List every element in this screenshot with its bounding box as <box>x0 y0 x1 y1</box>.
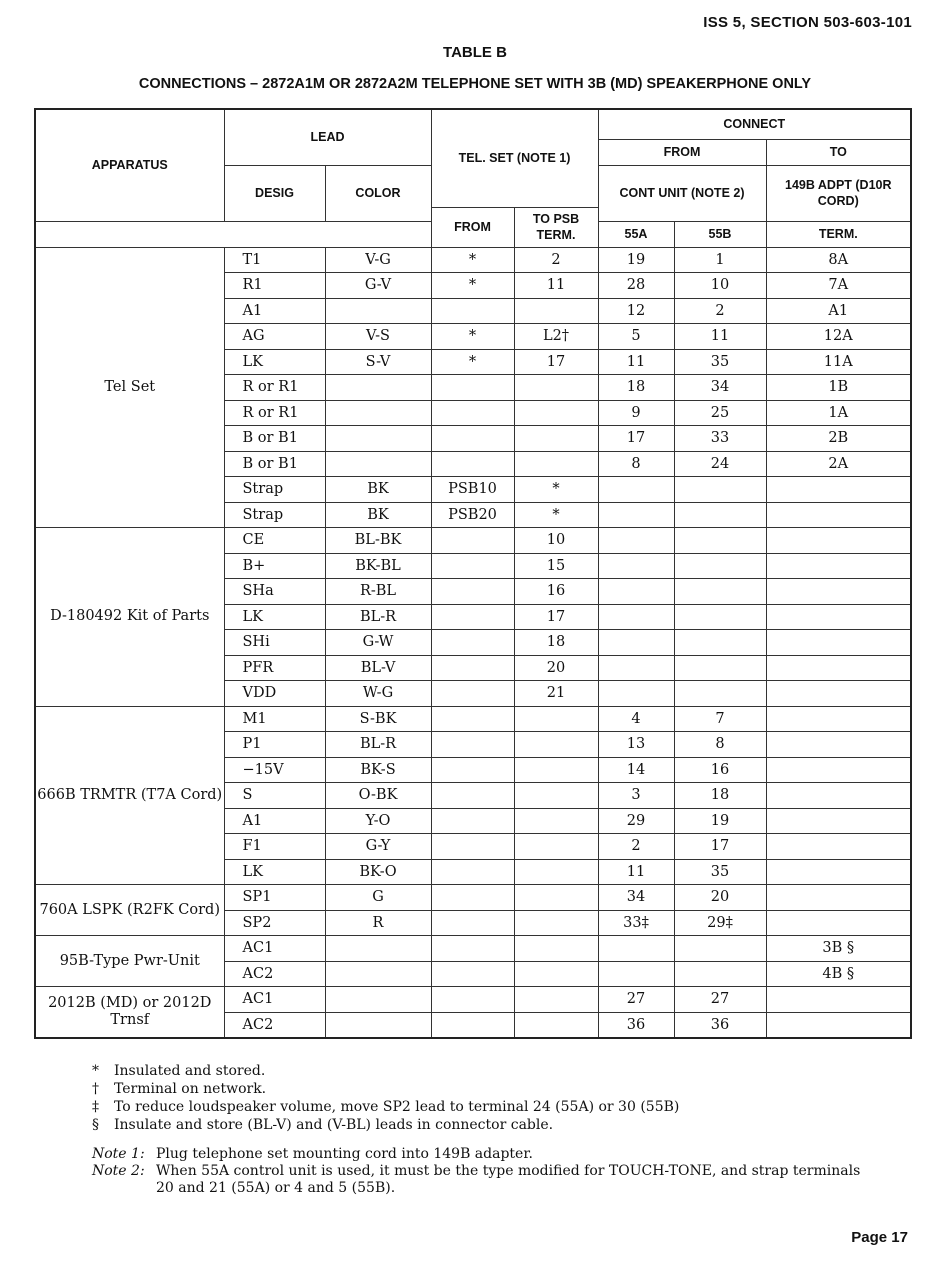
adpt-term-cell <box>766 1012 911 1038</box>
adpt-term-cell <box>766 477 911 503</box>
cont-unit-55a-cell <box>598 477 674 503</box>
connect-from-header: FROM <box>598 139 766 165</box>
desig-cell: −15V <box>224 757 325 783</box>
footnote-symbol: § <box>92 1117 99 1133</box>
header-spacer <box>35 221 431 247</box>
cont-unit-55b-cell: 17 <box>674 834 766 860</box>
from-cell <box>431 375 514 401</box>
page-number: Page 17 <box>851 1229 908 1246</box>
cont-unit-55a-cell: 28 <box>598 273 674 299</box>
cont-unit-55a-cell: 13 <box>598 732 674 758</box>
adpt-term-cell <box>766 859 911 885</box>
cont-unit-55a-cell: 3 <box>598 783 674 809</box>
lead-header: LEAD <box>224 109 431 165</box>
cont-unit-55b-cell: 11 <box>674 324 766 350</box>
connect-to-header: TO <box>766 139 911 165</box>
adpt-term-cell <box>766 732 911 758</box>
color-cell: G <box>325 885 431 911</box>
desig-cell: SP1 <box>224 885 325 911</box>
from-header: FROM <box>431 207 514 247</box>
from-cell <box>431 936 514 962</box>
from-cell <box>431 579 514 605</box>
from-cell: * <box>431 349 514 375</box>
adpt-term-cell <box>766 834 911 860</box>
tel-set-header: TEL. SET (NOTE 1) <box>431 109 598 207</box>
from-cell: PSB20 <box>431 502 514 528</box>
apparatus-cell: 95B-Type Pwr-Unit <box>35 936 224 987</box>
cont-unit-55b-cell: 2 <box>674 298 766 324</box>
from-cell <box>431 528 514 554</box>
footnote-text: To reduce loudspeaker volume, move SP2 lead to terminal 24 (55A) or 30 (55B) <box>114 1099 680 1115</box>
apparatus-cell: 666B TRMTR (T7A Cord) <box>35 706 224 885</box>
to-psb-cell: 17 <box>514 349 598 375</box>
adpt-term-cell <box>766 757 911 783</box>
cont-unit-55b-cell: 36 <box>674 1012 766 1038</box>
color-cell: BK <box>325 502 431 528</box>
cont-unit-55a-cell: 9 <box>598 400 674 426</box>
note-label: Note 1: <box>92 1146 145 1162</box>
table-header <box>35 109 911 247</box>
from-cell <box>431 757 514 783</box>
color-cell: R-BL <box>325 579 431 605</box>
apparatus-cell: 760A LSPK (R2FK Cord) <box>35 885 224 936</box>
table-row <box>35 936 911 962</box>
cont-unit-55b-cell <box>674 553 766 579</box>
adpt-term-cell: 7A <box>766 273 911 299</box>
adpt-term-cell <box>766 579 911 605</box>
footnote-text: Insulated and stored. <box>114 1063 266 1079</box>
color-cell: BL-R <box>325 604 431 630</box>
adpt-term-cell: 2A <box>766 451 911 477</box>
table-body <box>35 247 911 1038</box>
from-cell: * <box>431 273 514 299</box>
adpt-term-cell <box>766 630 911 656</box>
adpt-term-cell: A1 <box>766 298 911 324</box>
color-cell: BK-O <box>325 859 431 885</box>
color-cell <box>325 987 431 1013</box>
color-cell <box>325 451 431 477</box>
desig-cell: T1 <box>224 247 325 273</box>
to-psb-cell: 11 <box>514 273 598 299</box>
table-row <box>35 706 911 732</box>
cont-unit-55a-cell: 11 <box>598 859 674 885</box>
footnote-symbol: † <box>92 1081 99 1097</box>
to-psb-cell <box>514 834 598 860</box>
adpt-term-cell <box>766 808 911 834</box>
desig-cell: S <box>224 783 325 809</box>
to-psb-cell <box>514 859 598 885</box>
cont-unit-55b-cell: 19 <box>674 808 766 834</box>
from-cell <box>431 630 514 656</box>
color-cell: BK-S <box>325 757 431 783</box>
from-cell <box>431 961 514 987</box>
cont-unit-55b-cell: 35 <box>674 859 766 885</box>
cont-unit-55a-cell: 17 <box>598 426 674 452</box>
cont-unit-55a-cell: 36 <box>598 1012 674 1038</box>
desig-cell: Strap <box>224 477 325 503</box>
desig-cell: B or B1 <box>224 451 325 477</box>
cont-unit-55a-cell <box>598 961 674 987</box>
cont-unit-55b-cell: 18 <box>674 783 766 809</box>
adpt-term-cell: 1B <box>766 375 911 401</box>
cont-unit-55b-cell <box>674 477 766 503</box>
color-cell <box>325 298 431 324</box>
to-psb-cell <box>514 375 598 401</box>
cont-unit-55a-cell: 12 <box>598 298 674 324</box>
cont-unit-55a-cell: 19 <box>598 247 674 273</box>
adpt-term-cell: 3B § <box>766 936 911 962</box>
footnotes <box>92 1062 679 1134</box>
adpt-term-cell: 12A <box>766 324 911 350</box>
cont-unit-55b-cell: 8 <box>674 732 766 758</box>
table-row <box>35 885 911 911</box>
to-psb-cell <box>514 910 598 936</box>
cont-unit-55a-cell <box>598 528 674 554</box>
color-cell: BK <box>325 477 431 503</box>
cont-unit-55a-cell: 5 <box>598 324 674 350</box>
cont-unit-55a-cell: 2 <box>598 834 674 860</box>
55b-header: 55B <box>674 221 766 247</box>
cont-unit-55a-cell: 4 <box>598 706 674 732</box>
adpt-term-cell <box>766 885 911 911</box>
desig-cell: AG <box>224 324 325 350</box>
color-cell: W-G <box>325 681 431 707</box>
adpt-term-cell: 1A <box>766 400 911 426</box>
color-cell <box>325 426 431 452</box>
notes <box>92 1146 872 1197</box>
footnote <box>92 1080 679 1098</box>
cont-unit-55a-cell <box>598 655 674 681</box>
apparatus-cell: 2012B (MD) or 2012D Trnsf <box>35 987 224 1039</box>
desig-cell: LK <box>224 604 325 630</box>
to-psb-cell: 18 <box>514 630 598 656</box>
term-header: TERM. <box>766 221 911 247</box>
cont-unit-55a-cell: 33‡ <box>598 910 674 936</box>
to-psb-cell: 16 <box>514 579 598 605</box>
cont-unit-55a-cell <box>598 553 674 579</box>
from-cell <box>431 681 514 707</box>
table-caption: CONNECTIONS – 2872A1M OR 2872A2M TELEPHONE SET WITH 3B (MD) SPEAKERPHONE ONLY <box>138 76 812 92</box>
to-psb-cell <box>514 757 598 783</box>
cont-unit-55a-cell: 11 <box>598 349 674 375</box>
to-psb-cell: L2† <box>514 324 598 350</box>
connect-header: CONNECT <box>598 109 911 139</box>
from-cell <box>431 426 514 452</box>
color-header: COLOR <box>325 165 431 221</box>
note-text: Plug telephone set mounting cord into 149B adapter. <box>156 1146 533 1162</box>
desig-cell: B or B1 <box>224 426 325 452</box>
cont-unit-55a-cell <box>598 502 674 528</box>
footnote-text: Insulate and store (BL-V) and (V-BL) leads in connector cable. <box>114 1117 554 1133</box>
table-row <box>35 247 911 273</box>
to-psb-cell: 20 <box>514 655 598 681</box>
desig-cell: LK <box>224 859 325 885</box>
cont-unit-55b-cell <box>674 961 766 987</box>
to-psb-cell: 2 <box>514 247 598 273</box>
desig-cell: B+ <box>224 553 325 579</box>
desig-cell: R1 <box>224 273 325 299</box>
from-cell <box>431 834 514 860</box>
from-cell <box>431 706 514 732</box>
from-cell <box>431 655 514 681</box>
color-cell: BL-BK <box>325 528 431 554</box>
from-cell <box>431 808 514 834</box>
to-psb-cell <box>514 732 598 758</box>
to-psb-cell: 21 <box>514 681 598 707</box>
desig-cell: R or R1 <box>224 400 325 426</box>
color-cell: G-Y <box>325 834 431 860</box>
note-text: When 55A control unit is used, it must be the type modified for TOUCH-TONE, and strap terminals 20 and 21 (55A) or 4 and 5 (55B). <box>156 1163 861 1196</box>
cont-unit-55b-cell: 35 <box>674 349 766 375</box>
to-psb-cell: * <box>514 477 598 503</box>
footnote-symbol: ‡ <box>92 1099 99 1115</box>
to-psb-cell: 15 <box>514 553 598 579</box>
adpt-term-cell <box>766 910 911 936</box>
to-psb-cell <box>514 936 598 962</box>
from-cell <box>431 553 514 579</box>
adpt-term-cell <box>766 528 911 554</box>
color-cell: V-G <box>325 247 431 273</box>
adpt-term-cell: 4B § <box>766 961 911 987</box>
color-cell: O-BK <box>325 783 431 809</box>
color-cell <box>325 936 431 962</box>
desig-cell: R or R1 <box>224 375 325 401</box>
cont-unit-55b-cell <box>674 579 766 605</box>
color-cell: S-BK <box>325 706 431 732</box>
desig-cell: PFR <box>224 655 325 681</box>
to-psb-cell <box>514 400 598 426</box>
desig-cell: LK <box>224 349 325 375</box>
adpt-term-cell <box>766 502 911 528</box>
footnote <box>92 1062 679 1080</box>
cont-unit-55a-cell: 27 <box>598 987 674 1013</box>
from-cell <box>431 783 514 809</box>
footnote <box>92 1098 679 1116</box>
color-cell <box>325 1012 431 1038</box>
desig-cell: AC2 <box>224 961 325 987</box>
to-psb-cell <box>514 783 598 809</box>
cont-unit-55b-cell <box>674 681 766 707</box>
from-cell <box>431 298 514 324</box>
color-cell <box>325 375 431 401</box>
color-cell: BL-V <box>325 655 431 681</box>
adpt-term-cell <box>766 604 911 630</box>
cont-unit-header: CONT UNIT (NOTE 2) <box>598 165 766 221</box>
cont-unit-55a-cell: 14 <box>598 757 674 783</box>
adpt-term-cell <box>766 783 911 809</box>
from-cell: * <box>431 247 514 273</box>
adpt-term-cell <box>766 706 911 732</box>
from-cell <box>431 400 514 426</box>
adpt-term-cell: 11A <box>766 349 911 375</box>
to-psb-cell <box>514 298 598 324</box>
adpt-term-cell: 8A <box>766 247 911 273</box>
desig-cell: A1 <box>224 298 325 324</box>
color-cell: BK-BL <box>325 553 431 579</box>
cont-unit-55b-cell: 24 <box>674 451 766 477</box>
cont-unit-55a-cell <box>598 604 674 630</box>
color-cell: S-V <box>325 349 431 375</box>
cont-unit-55a-cell: 18 <box>598 375 674 401</box>
cont-unit-55b-cell: 29‡ <box>674 910 766 936</box>
to-psb-cell <box>514 1012 598 1038</box>
desig-cell: Strap <box>224 502 325 528</box>
connections-table <box>34 108 912 1039</box>
table-row <box>35 528 911 554</box>
color-cell <box>325 400 431 426</box>
cont-unit-55b-cell: 20 <box>674 885 766 911</box>
to-psb-cell <box>514 451 598 477</box>
55a-header: 55A <box>598 221 674 247</box>
from-cell <box>431 451 514 477</box>
cont-unit-55b-cell: 16 <box>674 757 766 783</box>
desig-cell: VDD <box>224 681 325 707</box>
desig-cell: SHi <box>224 630 325 656</box>
cont-unit-55a-cell <box>598 630 674 656</box>
from-cell: PSB10 <box>431 477 514 503</box>
apparatus-cell: D-180492 Kit of Parts <box>35 528 224 707</box>
cont-unit-55b-cell <box>674 604 766 630</box>
to-psb-cell <box>514 885 598 911</box>
desig-cell: AC1 <box>224 936 325 962</box>
cont-unit-55a-cell: 8 <box>598 451 674 477</box>
cont-unit-55b-cell: 34 <box>674 375 766 401</box>
from-cell <box>431 885 514 911</box>
cont-unit-55b-cell: 7 <box>674 706 766 732</box>
adpt-term-cell <box>766 681 911 707</box>
adpt-term-cell <box>766 553 911 579</box>
note <box>92 1163 872 1197</box>
cont-unit-55a-cell <box>598 579 674 605</box>
from-cell: * <box>431 324 514 350</box>
cont-unit-55a-cell <box>598 681 674 707</box>
adpt-term-cell <box>766 987 911 1013</box>
note <box>92 1146 872 1163</box>
to-psb-cell <box>514 961 598 987</box>
cont-unit-55a-cell: 29 <box>598 808 674 834</box>
from-cell <box>431 987 514 1013</box>
apparatus-cell: Tel Set <box>35 247 224 528</box>
from-cell <box>431 859 514 885</box>
cont-unit-55b-cell <box>674 630 766 656</box>
table-row <box>35 987 911 1013</box>
cont-unit-55b-cell: 10 <box>674 273 766 299</box>
cont-unit-55b-cell <box>674 528 766 554</box>
section-reference: ISS 5, SECTION 503-603-101 <box>703 14 912 31</box>
desig-cell: AC2 <box>224 1012 325 1038</box>
adpt-header: 149B ADPT (D10R CORD) <box>766 165 911 221</box>
color-cell <box>325 961 431 987</box>
footnote-symbol: * <box>92 1063 99 1079</box>
cont-unit-55a-cell <box>598 936 674 962</box>
to-psb-cell: 17 <box>514 604 598 630</box>
to-psb-cell <box>514 426 598 452</box>
desig-cell: SP2 <box>224 910 325 936</box>
desig-header: DESIG <box>224 165 325 221</box>
footnote-text: Terminal on network. <box>114 1081 267 1097</box>
color-cell: G-V <box>325 273 431 299</box>
cont-unit-55b-cell: 25 <box>674 400 766 426</box>
from-cell <box>431 604 514 630</box>
note-label: Note 2: <box>92 1163 145 1179</box>
desig-cell: P1 <box>224 732 325 758</box>
desig-cell: SHa <box>224 579 325 605</box>
desig-cell: CE <box>224 528 325 554</box>
to-psb-cell: * <box>514 502 598 528</box>
color-cell: G-W <box>325 630 431 656</box>
cont-unit-55b-cell <box>674 936 766 962</box>
color-cell: R <box>325 910 431 936</box>
cont-unit-55b-cell: 27 <box>674 987 766 1013</box>
color-cell: BL-R <box>325 732 431 758</box>
color-cell: V-S <box>325 324 431 350</box>
to-psb-cell <box>514 808 598 834</box>
adpt-term-cell: 2B <box>766 426 911 452</box>
color-cell: Y-O <box>325 808 431 834</box>
footnote <box>92 1116 679 1134</box>
to-psb-cell: 10 <box>514 528 598 554</box>
desig-cell: F1 <box>224 834 325 860</box>
from-cell <box>431 1012 514 1038</box>
apparatus-header: APPARATUS <box>35 109 224 221</box>
desig-cell: AC1 <box>224 987 325 1013</box>
adpt-term-cell <box>766 655 911 681</box>
cont-unit-55a-cell: 34 <box>598 885 674 911</box>
table-label: TABLE B <box>443 44 507 61</box>
to-psb-cell <box>514 987 598 1013</box>
from-cell <box>431 732 514 758</box>
cont-unit-55b-cell <box>674 502 766 528</box>
cont-unit-55b-cell: 33 <box>674 426 766 452</box>
to-psb-header: TO PSB TERM. <box>514 207 598 247</box>
cont-unit-55b-cell <box>674 655 766 681</box>
cont-unit-55b-cell: 1 <box>674 247 766 273</box>
from-cell <box>431 910 514 936</box>
desig-cell: M1 <box>224 706 325 732</box>
desig-cell: A1 <box>224 808 325 834</box>
to-psb-cell <box>514 706 598 732</box>
